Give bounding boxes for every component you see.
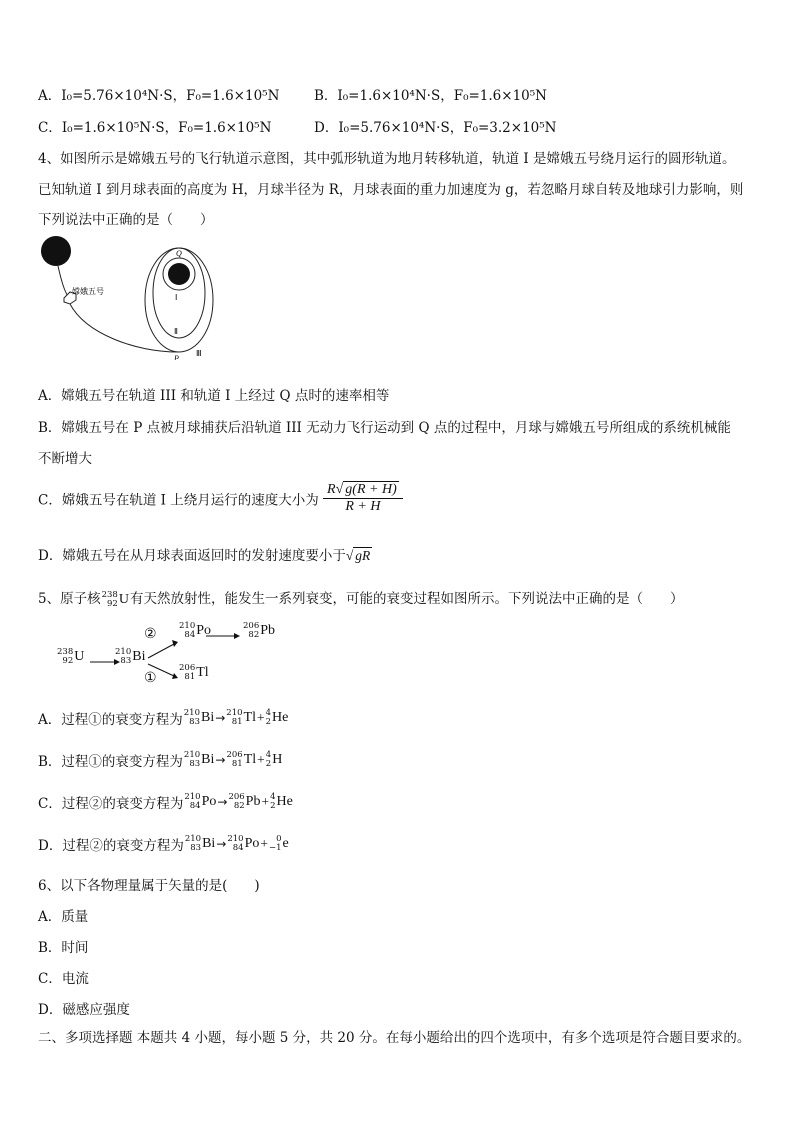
q4-option-c — [38, 482, 403, 515]
q6-option-a: A．质量 — [38, 909, 89, 925]
earth — [41, 236, 71, 266]
q3-c-text: I₀=1.6×10⁵N·S，F₀=1.6×10⁵N — [61, 120, 272, 136]
frac-num-sqrt: g(R + H) — [345, 482, 397, 497]
q5-stem — [38, 587, 683, 609]
orbit-2 — [153, 248, 205, 338]
q4-option-d: D．嫦娥五号在从月球表面返回时的发射速度要小于√ gR — [38, 548, 371, 564]
q4-d-sqrt: gR — [355, 548, 371, 563]
q4-stem-line2: 已知轨道 I 到月球表面的高度为 H，月球半径为 R，月球表面的重力加速度为 g，若忽略月球自转及地球引力影响，则 — [38, 182, 744, 198]
q4-d-text: D．嫦娥五号在从月球表面返回时的发射速度要小于 — [38, 548, 346, 564]
q3-c-label: C． — [38, 120, 62, 136]
fig-u-mass: 238 — [57, 647, 74, 657]
q4-stem-line1: 4、如图所示是嫦娥五号的飞行轨道示意图，其中弧形轨道为地月转移轨道，轨道 I 是嫦娥五号绕月运行的圆形轨道。 — [38, 151, 736, 167]
q6-option-b: B．时间 — [38, 940, 89, 956]
q3-a-label: A． — [38, 88, 62, 104]
q5-option-b: B．过程①的衰变方程为210 83Bi→206 81Tl+4 2H — [38, 750, 283, 770]
q3-d-text: I₀=5.76×10⁴N·S，F₀=3.2×10⁵N — [338, 120, 557, 136]
q3-option-b — [314, 84, 547, 104]
tl-mass: 206 — [179, 663, 196, 673]
u-mass: 238 — [101, 589, 118, 600]
bi-z: 83 — [120, 656, 132, 666]
po-sym: Po — [196, 623, 212, 638]
frac-den: R + H — [345, 499, 381, 514]
decay-figure — [56, 620, 286, 690]
orbit-1-label: Ⅰ — [175, 293, 178, 302]
q5-a-text: A．过程①的衰变方程为 — [38, 712, 183, 728]
q4-c-text: C．嫦娥五号在轨道 I 上绕月运行的速度大小为 — [38, 492, 319, 509]
q4-stem-line3: 下列说法中正确的是（ ） — [38, 212, 214, 228]
po-z: 84 — [184, 630, 196, 640]
q3-option-c — [38, 116, 271, 136]
u-z: 92 — [107, 598, 118, 609]
po-mass: 210 — [179, 621, 196, 631]
q5-option-a: A．过程①的衰变方程为210 83Bi→210 81Tl+4 2He — [38, 708, 289, 728]
fig-pb — [243, 622, 275, 640]
q5-d-text: D．过程②的衰变方程为 — [38, 838, 184, 854]
q5-c-text: C．过程②的衰变方程为 — [38, 796, 184, 812]
q4-option-b-line2: 不断增大 — [38, 451, 92, 467]
q5-option-c: C．过程②的衰变方程为210 84Po→206 82Pb+4 2He — [38, 792, 293, 812]
orbit-3-label: Ⅲ — [196, 349, 202, 358]
bi-mass: 210 — [115, 647, 132, 657]
q6-stem: 6、以下各物理量属于矢量的是( ) — [38, 878, 260, 894]
path-2-marker: ② — [144, 626, 157, 642]
q6-option-c: C．电流 — [38, 971, 89, 987]
section-2-heading: 二、多项选择题 本题共 4 小题，每小题 5 分，共 20 分。在每小题给出的四个选项中，有多个选项是符合题目要求的。 — [38, 1030, 751, 1046]
tl-sym: Tl — [196, 665, 209, 680]
moon — [168, 263, 190, 285]
orbit-figure — [36, 234, 226, 360]
q3-option-a — [38, 84, 279, 104]
fig-po — [179, 622, 211, 640]
q5-uranium-nuclide — [102, 591, 129, 609]
pb-mass: 206 — [243, 621, 260, 631]
q5-b-text: B．过程①的衰变方程为 — [38, 754, 183, 770]
q5-stem-post: 有天然放射性，能发生一系列衰变，可能的衰变过程如图所示。下列说法中正确的是（ ） — [129, 591, 684, 607]
q3-d-label: D． — [314, 120, 339, 136]
p-point-label: P — [174, 354, 179, 360]
frac-num-r: R — [327, 482, 336, 497]
q3-option-d — [314, 116, 556, 136]
fig-u-sym: U — [74, 649, 85, 664]
tl-z: 81 — [184, 672, 196, 682]
path-1-marker: ① — [144, 670, 157, 686]
orbit-2-label: Ⅱ — [174, 327, 178, 336]
q5-stem-pre: 5、原子核 — [38, 591, 101, 607]
bi-sym: Bi — [132, 649, 146, 664]
pb-sym: Pb — [260, 623, 276, 638]
pb-z: 82 — [248, 630, 260, 640]
q3-a-text: I₀=5.76×10⁴N·S，F₀=1.6×10⁵N — [61, 88, 280, 104]
fig-tl — [179, 664, 209, 682]
q3-b-text: I₀=1.6×10⁴N·S，F₀=1.6×10⁵N — [337, 88, 547, 104]
q5-option-d: D．过程②的衰变方程为210 83Bi→210 84Po+ 0 −1e — [38, 834, 289, 854]
q4-option-a: A．嫦娥五号在轨道 III 和轨道 I 上经过 Q 点时的速率相等 — [38, 388, 390, 404]
fig-bi — [115, 648, 145, 666]
q4-c-fraction: $\frac{R√ g(R + H)}{R + H}$ — [323, 482, 403, 515]
q-point-label: Q — [176, 249, 182, 258]
q4-option-b-line1: B．嫦娥五号在 P 点被月球捕获后沿轨道 III 无动力飞行运动到 Q 点的过程中，月球与嫦娥五号所组成的系统机械能 — [38, 420, 731, 436]
q6-option-d: D．磁感应强度 — [38, 1002, 130, 1018]
u-symbol: U — [118, 591, 129, 607]
fig-u-z: 92 — [62, 656, 74, 666]
probe-label: 嫦娥五号 — [72, 287, 104, 296]
q3-b-label: B． — [314, 88, 338, 104]
